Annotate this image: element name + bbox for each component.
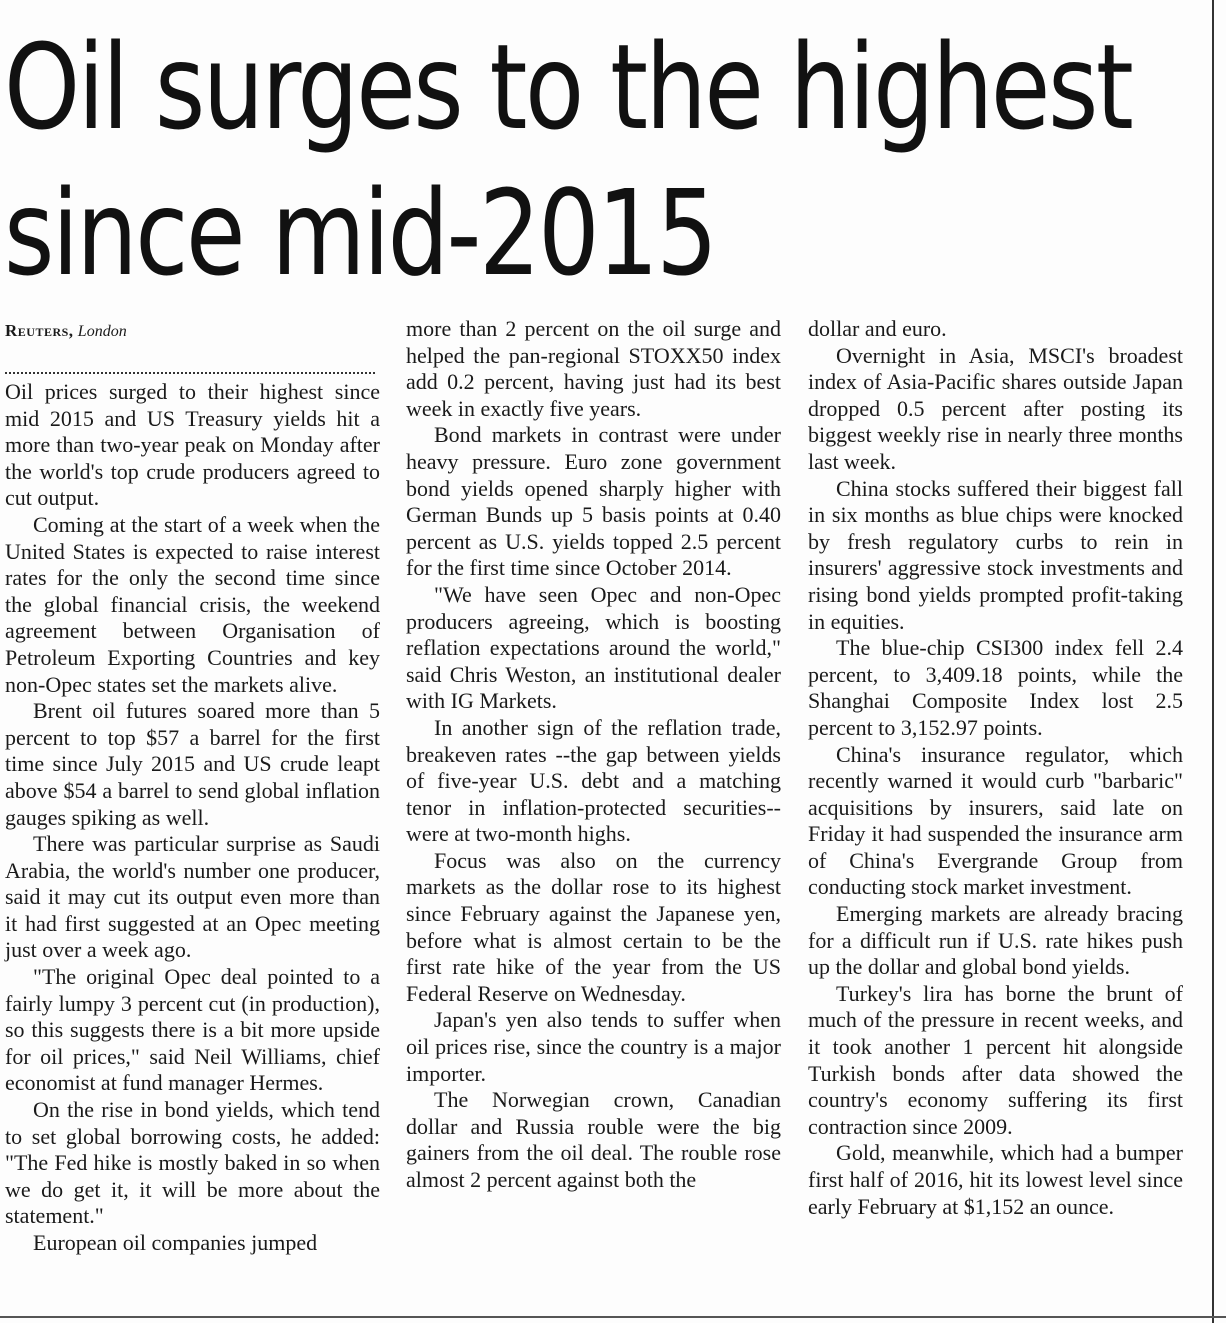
- paragraph: There was particular surprise as Saudi Arabia, the world's number one producer, said it may cut its output even more than it had first suggested at an Opec meeting just over a week ago.: [5, 831, 380, 963]
- paragraph: On the rise in bond yields, which tend to set global borrowing costs, he added: "The Fed hike is mostly baked in so when we do get it, it will be more about the statement.": [5, 1097, 380, 1229]
- paragraph: Turkey's lira has borne the brunt of much of the pressure in recent weeks, and it took another 1 percent hit alongside Turkish bonds after data showed the country's economy suffering its first contraction since 2009.: [808, 980, 1183, 1139]
- bottom-rule: [0, 1316, 1226, 1318]
- byline-agency: Reuters,: [5, 321, 74, 340]
- paragraph: Bond markets in contrast were under heavy pressure. Euro zone government bond yields opened sharply higher with German Bunds up 5 basis points at 0.40 percent as U.S. yields topped 2.5 percent for the first time since October 2014.: [406, 422, 781, 581]
- article-column-1: [5, 316, 380, 1257]
- paragraph: Oil prices surged to their highest since mid 2015 and US Treasury yields hit a more than two-year peak on Monday after the world's top crude producers agreed to cut output.: [5, 379, 380, 511]
- paragraph: Japan's yen also tends to suffer when oil prices rise, since the country is a major importer.: [406, 1007, 781, 1086]
- dotted-separator: [5, 346, 375, 374]
- paragraph: China's insurance regulator, which recently warned it would curb "barbaric" acquisitions by insurers, said late on Friday it had suspended the insurance arm of China's Evergrande Group from conducting stock market investment.: [808, 741, 1183, 900]
- byline: [5, 316, 380, 346]
- paragraph: The blue-chip CSI300 index fell 2.4 percent, to 3,409.18 points, while the Shanghai Composite Index lost 2.5 percent to 3,152.97 points.: [808, 635, 1183, 740]
- paragraph: China stocks suffered their biggest fall in six months as blue chips were knocked by fresh regulatory curbs to rein in insurers' aggressive stock investments and rising bond yields prompted profit-taking in equities.: [808, 475, 1183, 634]
- article-column-3: [808, 316, 1183, 1220]
- paragraph: European oil companies jumped: [33, 1230, 318, 1255]
- paragraph: Coming at the start of a week when the United States is expected to raise interest rates for the only the second time since the global financial crisis, the weekend agreement between Organisation of Petroleum Exporting Countries and key non-Opec states set the markets alive.: [5, 511, 380, 697]
- paragraph: Gold, meanwhile, which had a bumper first half of 2016, hit its lowest level since early February at $1,152 an ounce.: [808, 1140, 1183, 1219]
- paragraph: Emerging markets are already bracing for a difficult run if U.S. rate hikes push up the dollar and global bond yields.: [808, 901, 1183, 980]
- paragraph: Brent oil futures soared more than 5 percent to top $57 a barrel for the first time since July 2015 and US crude leapt above $54 a barrel to send global inflation gauges spiking as well.: [5, 698, 380, 830]
- headline: [4, 14, 1132, 306]
- headline-line-2: since mid-2015: [4, 164, 716, 302]
- paragraph: more than 2 percent on the oil surge and helped the pan-regional STOXX50 index add 0.2 percent, having just had its best week in exactly five years.: [406, 316, 781, 421]
- byline-city: London: [77, 323, 127, 340]
- paragraph: dollar and euro.: [808, 316, 947, 341]
- paragraph: Overnight in Asia, MSCI's broadest index of Asia-Pacific shares outside Japan dropped 0.5 percent after posting its biggest weekly rise in nearly three months last week.: [808, 342, 1183, 474]
- headline-line-1: Oil surges to the highest: [4, 18, 1132, 156]
- column-rule-right: [1212, 0, 1214, 1323]
- paragraph: "The original Opec deal pointed to a fairly lumpy 3 percent cut (in production), so this suggests there is a bit more upside for oil prices," said Neil Williams, chief economist at fund manager Hermes.: [5, 964, 380, 1096]
- paragraph: "We have seen Opec and non-Opec producers agreeing, which is boosting reflation expectations around the world," said Chris Weston, an institutional dealer with IG Markets.: [406, 581, 781, 714]
- paragraph: The Norwegian crown, Canadian dollar and Russia rouble were the big gainers from the oil deal. The rouble rose almost 2 percent against both the: [406, 1087, 781, 1192]
- article-column-2: [406, 316, 781, 1194]
- paragraph: Focus was also on the currency markets as the dollar rose to its highest since February against the Japanese yen, before what is almost certain to be the first rate hike of the year from the US Federal Reserve on Wednesday.: [406, 847, 781, 1006]
- paragraph: In another sign of the reflation trade, breakeven rates --the gap between yields of five-year U.S. debt and a matching tenor in inflation-protected securities-- were at two-month highs.: [406, 714, 781, 847]
